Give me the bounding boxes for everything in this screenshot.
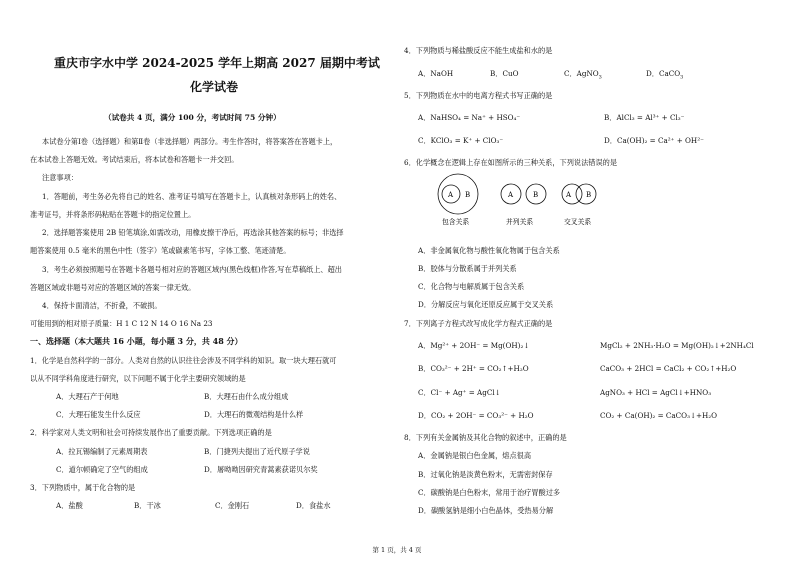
q4-stem: 4．下列物质与稀盐酸反应不能生成盐和水的是 [404,46,553,55]
intro-line: 准考证号，并将条形码粘贴在答题卡的指定位置上。 [30,210,196,219]
inclusion-diagram [438,174,478,214]
intro-line: 1．答题前，考生务必先将自己的姓名、准考证号填写在答题卡上，认真核对条形码上的姓名、 [42,192,342,201]
intro-line: 在本试卷上答题无效。考试结束后，将本试卷和答题卡一并交回。 [30,155,239,164]
q8-option-b: B．过氧化钠是淡黄色粉末，无需密封保存 [418,470,553,479]
q8-option-c: C．碳酸钠是白色粉末，常用于治疗胃酸过多 [418,488,561,497]
q6-option-c: C．化合物与电解质属于包含关系 [418,282,525,291]
q3-option-c: C．金刚石 [215,501,250,510]
q7-option-a-ionic: A．Mg²⁺ + 2OH⁻ = Mg(OH)₂↓ [418,341,530,350]
q2-stem: 2．科学家对人类文明和社会可持续发展作出了重要贡献。下列选项正确的是 [30,428,272,437]
q8-option-a: A．金属钠是银白色金属，熔点很高 [418,451,532,460]
q8-option-d: D．碳酸氢钠是细小白色晶体，受热易分解 [418,506,554,515]
q2-option-a: A．拉瓦锡编制了元素周期表 [56,447,148,456]
q4-option-b: B．CuO [490,69,519,78]
intro-line: 3．考生必须按照题号在答题卡各题号相对应的答题区域内(黑色线框)作答,写在草稿纸上、超出 [42,265,342,274]
q7-option-c-ionic: C．Cl⁻ + Ag⁺ = AgCl↓ [418,388,501,397]
exam-subtitle: 化学试卷 [190,80,239,94]
exam-title: 重庆市字水中学 2024-2025 学年上期高 2027 届期中考试 [54,56,380,70]
q1-option-d: D．大理石的微观结构是什么样 [204,410,304,419]
q8-stem: 8．下列有关金属钠及其化合物的叙述中，正确的是 [404,433,567,442]
q4-option-d: D．CaCO$_3$ [646,69,684,81]
q2-option-d: D．屠呦呦因研究青蒿素获诺贝尔奖 [204,465,318,474]
q7-option-b-molecular: CaCO₃ + 2HCl = CaCl₂ + CO₂↑+H₂O [600,364,737,373]
q1-option-a: A．大理石产于何地 [56,392,119,401]
intro-line: 答题区域或非题号对应的答题区域的答案一律无效。 [30,283,196,292]
q2-option-c: C．道尔顿确定了空气的组成 [56,465,148,474]
label-b: B [465,191,471,199]
label-b: B [533,191,539,199]
parallel-diagram [501,184,546,204]
q7-stem: 7．下列离子方程式改写成化学方程式正确的是 [404,319,553,328]
q7-option-b-ionic: B．CO₃²⁻ + 2H⁺ = CO₂↑+H₂O [418,364,529,373]
exam-info: （试卷共 4 页，满分 100 分，考试时间 75 分钟） [104,113,281,122]
q7-option-d-molecular: CO₂ + Ca(OH)₂ = CaCO₃↓+H₂O [600,411,718,420]
section-heading: 一、选择题（本大题共 16 小题，每小题 3 分，共 48 分） [30,336,243,346]
q6-stem: 6．化学概念在逻辑上存在如图所示的三种关系，下列说法错误的是 [404,158,618,167]
intro-line: 注意事项： [42,173,78,182]
q2-option-b: B．门捷列夫提出了近代原子学说 [204,447,310,456]
q1-stem: 1．化学是自然科学的一部分。人类对自然的认识往往会涉及不同学科的知识。取一块大理石就可 [30,356,337,365]
label-b: B [586,191,592,199]
logic-relations-diagram [404,172,654,228]
atomic-masses: 可能用到的相对原子质量：H 1 C 12 N 14 O 16 Na 23 [30,319,213,328]
label-a: A [448,191,454,199]
q7-option-d-ionic: D．CO₂ + 2OH⁻ = CO₃²⁻ + H₂O [418,411,534,420]
q7-option-a-molecular: MgCl₂ + 2NH₃·H₂O = Mg(OH)₂↓+2NH₄Cl [600,341,754,350]
caption-parallel: 并列关系 [506,218,534,226]
caption-intersection: 交叉关系 [564,218,592,226]
q5-option-b: B．AlCl₃ = Al³⁺ + Cl₃⁻ [604,113,685,122]
page-footer: 第 1 页，共 4 页 [372,546,422,554]
outer-circle [438,174,478,214]
intro-line: 本试卷分第Ⅰ卷（选择题）和第Ⅱ卷（非选择题）两部分。考生作答时，将答案答在答题卡上， [42,137,338,146]
intro-line: 题答案使用 0.5 毫米的黑色中性（签字）笔或碳素笔书写，字体工整、笔迹清楚。 [30,246,291,255]
q3-option-b: B．干冰 [134,501,161,510]
intro-line: 2．选择题答案使用 2B 铅笔填涂,如需改动，用橡皮擦干净后，再选涂其他答案的标号；非选择 [42,228,344,237]
intersection-diagram [562,184,596,204]
q1-option-c: C．大理石能发生什么反应 [56,410,141,419]
caption-inclusion: 包含关系 [442,218,470,226]
label-a: A [508,191,514,199]
q1-option-b: B．大理石由什么成分组成 [204,392,289,401]
q5-option-d: D．Ca(OH)₂ = Ca²⁺ + OH²⁻ [604,136,704,145]
q7-option-c-molecular: AgNO₃ + HCl = AgCl↓+HNO₃ [600,388,712,397]
q6-option-d: D．分解反应与氧化还原反应属于交叉关系 [418,300,554,309]
q4-option-a: A．NaOH [418,69,454,78]
q4-option-c: C．AgNO$_3$ [564,69,602,81]
q1-stem: 以从不同学科角度进行研究，以下问题不属于化学主要研究领域的是 [30,374,246,383]
q6-option-a: A．非金属氧化物与酸性氧化物属于包含关系 [418,246,560,255]
q5-stem: 5．下列物质在水中的电离方程式书写正确的是 [404,91,553,100]
label-a: A [566,191,572,199]
q3-stem: 3．下列物质中，属于化合物的是 [30,483,136,492]
q5-option-a: A．NaHSO₄ = Na⁺ + HSO₄⁻ [418,113,521,122]
intro-line: 4．保持卡面清洁，不折叠，不破损。 [42,301,162,310]
q3-option-a: A．盐酸 [56,501,83,510]
q5-option-c: C．KClO₃ = K⁺ + ClO₃⁻ [418,136,504,145]
q6-option-b: B．胶体与分散系属于并列关系 [418,264,517,273]
q3-option-d: D．食盐水 [296,501,331,510]
